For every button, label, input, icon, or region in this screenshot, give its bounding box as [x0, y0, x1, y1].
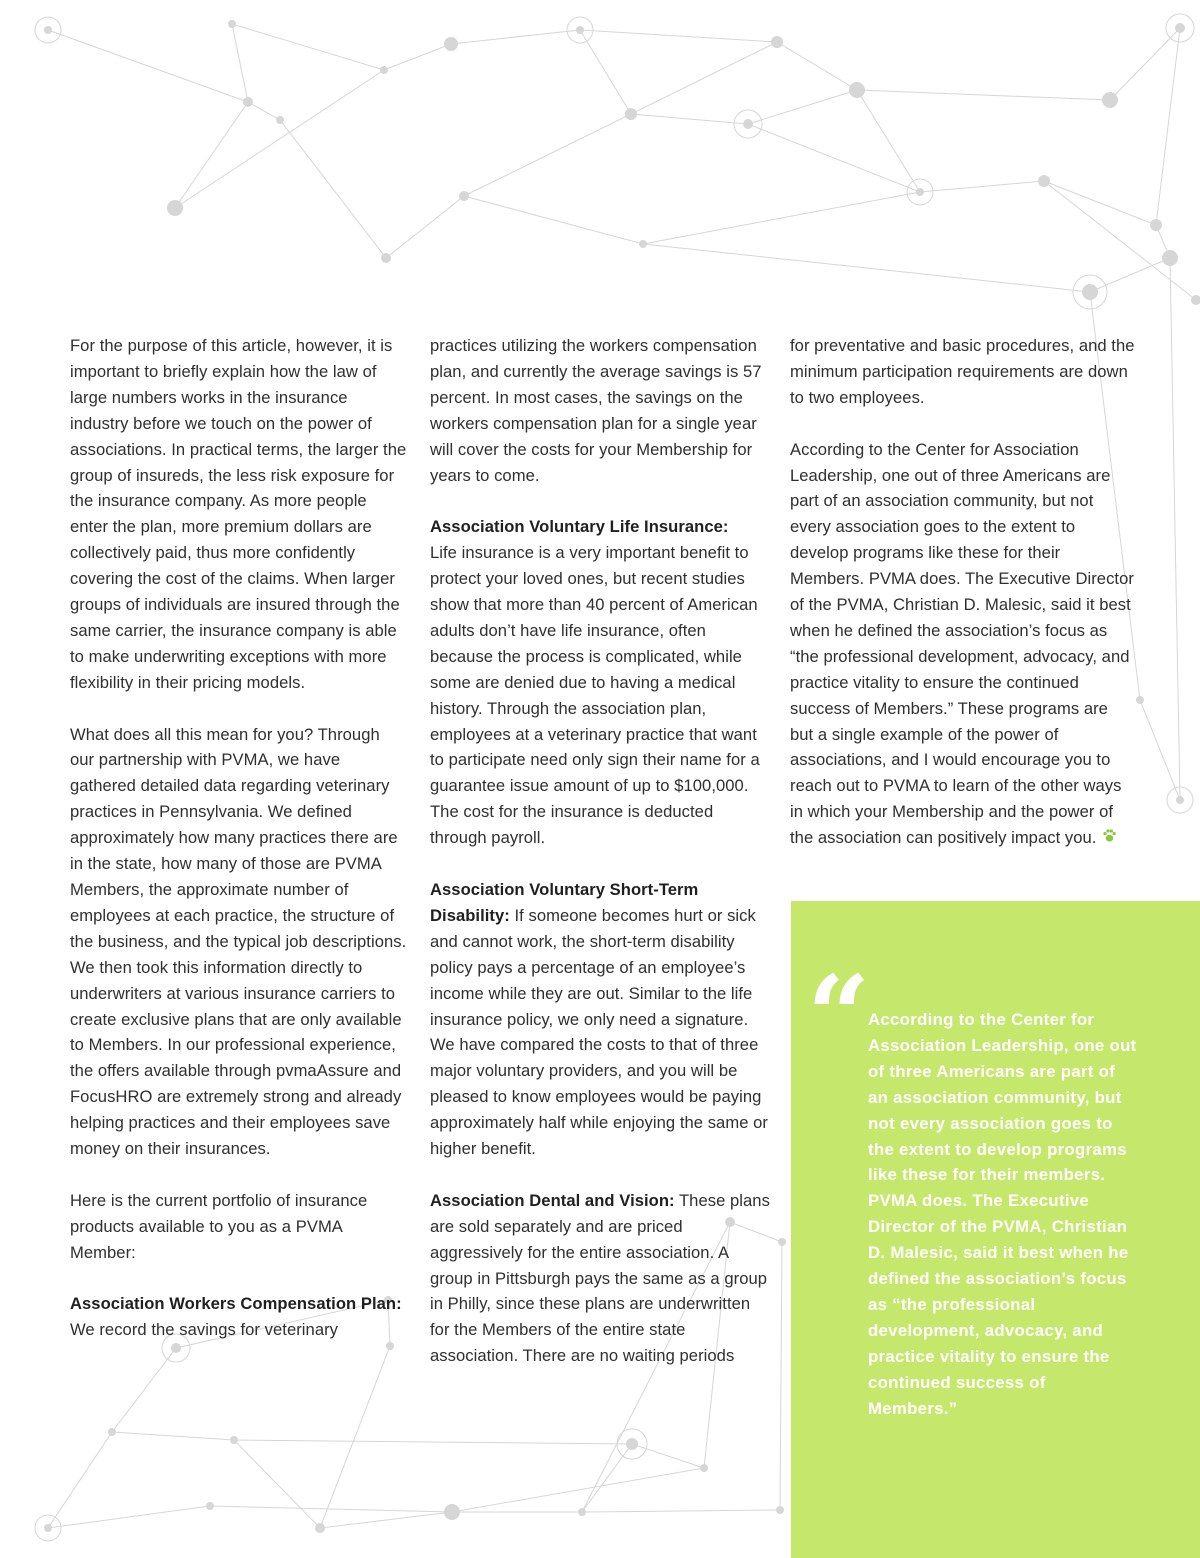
network-node [228, 20, 236, 28]
section-text: We record the savings for veterinary [70, 1320, 339, 1340]
paragraph: What does all this mean for you? Through our partnership with PVMA, we have gathered detailed data regarding veterinary practices in Pennsylvania. We defined approximately how many practices there are in the state, how many of those are PVMA Members, the approximate number of employees at each practice, the structure of the business, and the typical job descriptions. We then took this information directly to underwriters at various insurance carriers to create exclusive plans that are only available to Members. In our professional experience, the offers available through pvmaAssure and FocusHRO are extremely strong and already helping practices and their employees save money on their insurances. [70, 724, 407, 1159]
network-node [380, 66, 388, 74]
network-node [243, 97, 253, 107]
section-heading: Association Workers Compensation Plan: [70, 1294, 402, 1314]
network-link [582, 1444, 632, 1512]
network-node [700, 1464, 708, 1472]
network-link [580, 30, 777, 42]
network-link [631, 42, 777, 114]
network-link [748, 90, 857, 124]
network-link [857, 90, 920, 192]
network-link [857, 90, 1110, 100]
network-link [1140, 700, 1180, 800]
network-link [320, 1512, 452, 1528]
paragraph-workers-comp [70, 1291, 408, 1343]
network-link [280, 120, 386, 258]
paragraph-conclusion [790, 437, 1135, 853]
paragraph-text: According to the Center for Association Leadership, one out of three Americans are part of an association community, but not every association goes to the extent to develop programs like these for their Members. PVMA does. The Executive Director of the PVMA, Christian D. Malesic, said it best when he defined the association’s focus as “the professional development, advocacy, and practice vitality to ensure the continued success of Members.” These programs are but a single example of the power of associations, and I would encourage you to reach out to PVMA to learn of the other ways in which your Membership and the power of the association can positively impact you. [790, 439, 1134, 848]
network-link [1156, 28, 1180, 225]
network-link [1090, 258, 1170, 292]
network-node [916, 188, 924, 196]
network-node [1175, 23, 1185, 33]
paragraph-dental-vision [430, 1188, 770, 1369]
network-link [452, 1468, 704, 1512]
network-link [1044, 181, 1196, 300]
network-node [444, 37, 458, 51]
network-link [780, 1242, 782, 1510]
network-node [1082, 284, 1098, 300]
network-node [44, 26, 52, 34]
section-text: These plans are sold separately and are priced aggressively for the entire association. A group in Pittsburgh pays the same as a group in Philly, since these plans are underwritten for the Members of the entire state association. There are no waiting periods [430, 1190, 770, 1366]
section-text: If someone becomes hurt or sick and cannot work, the short-term disability policy pays a percentage of an employee’s income while they are out. Similar to the life insurance policy, we only need a signature. We have compared the costs to that of three major voluntary providers, and you will be pleased to know employees would be paying approximately half while enjoying the same or higher benefit. [430, 905, 768, 1159]
section-heading: Association Voluntary Short-Term Disability: [430, 880, 699, 925]
network-link [112, 1432, 234, 1440]
network-node [44, 1524, 52, 1532]
network-node [1191, 295, 1200, 305]
paw-icon [1102, 830, 1117, 847]
network-link [112, 1348, 176, 1432]
network-node [381, 253, 391, 263]
network-link [464, 196, 643, 244]
network-node [771, 36, 783, 48]
network-link [210, 1506, 452, 1512]
paragraph: practices utilizing the workers compensation plan, and currently the average savings is 57 percent. In most cases, the savings on the workers compensation plan for a single year will cover the costs for your Membership for years to come. [430, 336, 762, 485]
network-link [582, 1510, 780, 1512]
section-heading: Association Voluntary Life Insurance: [430, 517, 729, 537]
quote-mark-icon: “ [807, 951, 871, 1080]
section-heading: Association Dental and Vision: [430, 1190, 675, 1210]
network-node [1162, 250, 1178, 266]
network-link [234, 1440, 320, 1528]
network-link [175, 70, 384, 208]
article-column-3 [790, 333, 1135, 852]
article-column-2 [430, 333, 770, 1369]
network-node [444, 1504, 460, 1520]
network-node [1102, 92, 1118, 108]
network-link [1170, 258, 1180, 800]
network-link [632, 1444, 704, 1468]
network-link [631, 114, 748, 124]
section-text: Life insurance is a very important benefit to protect your loved ones, but recent studies show that more than 40 percent of American adults don’t have life insurance, often because the process is complicated, while some are denied due to having a medical history. Through the association plan, employees at a veterinary practice that want to participate need only sign their name for a guarantee issue amount of up to $100,000. The cost for the insurance is deducted through payroll. [430, 543, 760, 848]
network-node [459, 191, 469, 201]
paragraph: For the purpose of this article, however, it is important to briefly explain how the law of large numbers works in the insurance industry before we touch on the power of associations. In practical terms, the larger the group of insureds, the less risk exposure for the insurance company. As more people enter the plan, more premium dollars are collectively paid, thus more confidently covering the cost of the claims. When larger groups of individuals are insured through the same carrier, the insurance company is able to make underwriting exceptions with more flexibility in their pricing models. [70, 336, 407, 692]
network-node [230, 1436, 238, 1444]
paragraph: Here is the current portfolio of insurance products available to you as a PVMA Member: [70, 1190, 368, 1262]
network-node [576, 26, 584, 34]
network-node [578, 1508, 586, 1516]
pull-quote-box [791, 901, 1200, 1558]
pull-quote-text: According to the Center for Association Leadership, one out of three Americans are part of an association community, but not every association goes to the extent to develop programs like these for their members. PVMA does. The Executive Director of the PVMA, Christian D. Malesic, said it best when he defined the association’s focus as “the professional development, advocacy, and practice vitality to ensure the continued success of Members.” [868, 1010, 1137, 1418]
network-node [778, 1238, 786, 1246]
network-node [776, 1506, 784, 1514]
network-link [451, 30, 580, 44]
network-node [849, 82, 865, 98]
network-link [320, 1346, 390, 1528]
network-node [315, 1523, 325, 1533]
network-link [48, 1432, 112, 1528]
network-node [276, 116, 284, 124]
network-link [777, 42, 857, 90]
paragraph: for preventative and basic procedures, and the minimum participation requirements are down to two employees. [790, 336, 1135, 407]
network-link [1044, 181, 1156, 225]
network-node [1176, 796, 1184, 804]
network-link [248, 102, 280, 120]
network-link [232, 24, 384, 70]
network-link [232, 24, 248, 102]
network-link [643, 244, 1090, 292]
article-column-1 [70, 333, 408, 1343]
network-node [743, 119, 753, 129]
network-link [384, 44, 451, 70]
network-link [175, 102, 248, 208]
network-link [1110, 28, 1180, 100]
paragraph-disability [430, 877, 770, 1162]
network-link [234, 1440, 632, 1444]
network-node [1038, 175, 1050, 187]
network-link [48, 1506, 210, 1528]
network-node [171, 1343, 181, 1353]
network-link [643, 192, 920, 244]
network-node [108, 1428, 116, 1436]
network-node [1150, 219, 1162, 231]
network-link [748, 124, 920, 192]
network-link [48, 30, 248, 102]
network-link [386, 196, 464, 258]
network-node [167, 200, 183, 216]
network-node [1136, 696, 1144, 704]
network-link [580, 30, 631, 114]
network-node [206, 1502, 214, 1510]
network-node [625, 108, 637, 120]
network-node [639, 240, 647, 248]
network-node [626, 1438, 638, 1450]
network-link [920, 181, 1044, 192]
network-link [464, 114, 631, 196]
paragraph-life-insurance [430, 514, 770, 851]
